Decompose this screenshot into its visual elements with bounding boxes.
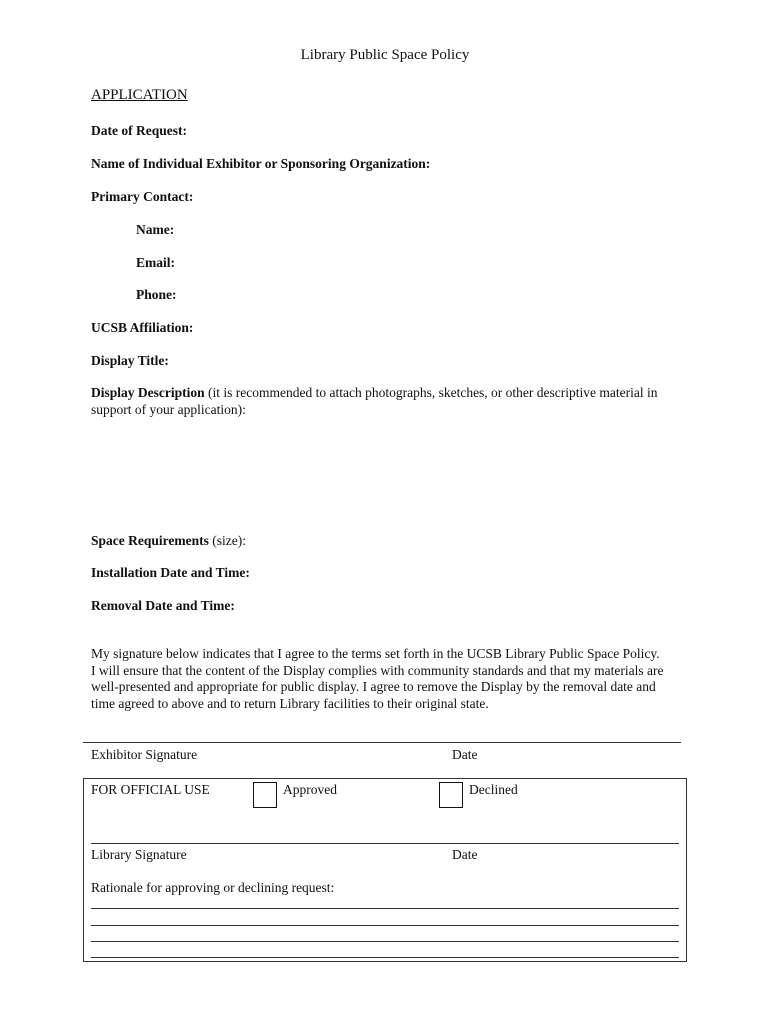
contact-email-label: Email: [136,255,175,270]
approved-label: Approved [283,782,337,797]
library-signature-line[interactable] [91,843,679,844]
agreement-line: time agreed to above and to return Library facilities to their original state. [91,695,489,711]
display-title-label: Display Title: [91,353,169,368]
display-description-note-cont: support of your application): [91,401,246,417]
rationale-line[interactable] [91,908,679,909]
contact-name-label: Name: [136,222,175,237]
library-date-label: Date [452,847,478,862]
exhibitor-signature-label: Exhibitor Signature [91,747,198,762]
document-title: Library Public Space Policy [300,47,470,63]
contact-phone-label: Phone: [136,287,177,302]
agreement-paragraph [91,646,691,712]
agreement-line: My signature below indicates that I agree to the terms set forth in the UCSB Library Public Space Policy. [91,646,660,661]
display-description-label: Display Description [91,385,205,400]
ucsb-affiliation-label: UCSB Affiliation: [91,320,194,335]
section-heading: APPLICATION [91,87,188,103]
exhibitor-date-label: Date [452,747,478,762]
agreement-line: well-presented and appropriate for public display. I agree to remove the Display by the removal date and [91,679,656,694]
space-requirements-label: Space Requirements [91,533,209,548]
display-description-note: (it is recommended to attach photographs, sketches, or other descriptive material in [204,385,658,400]
declined-label: Declined [469,782,518,797]
official-use-label: FOR OFFICIAL USE [91,782,210,797]
rationale-line[interactable] [91,957,679,958]
space-requirements-note: (size): [208,533,246,548]
removal-label: Removal Date and Time: [91,598,235,613]
primary-contact-label: Primary Contact: [91,189,194,204]
space-requirements-block [91,533,246,549]
official-use-box [83,778,687,962]
rationale-line[interactable] [91,925,679,926]
agreement-line: I will ensure that the content of the Display complies with community standards and that my materials are [91,662,664,678]
installation-label: Installation Date and Time: [91,565,250,580]
rationale-label: Rationale for approving or declining request: [91,880,335,895]
display-description-block [91,385,691,418]
rationale-line[interactable] [91,941,679,942]
exhibitor-name-label: Name of Individual Exhibitor or Sponsoring Organization: [91,156,431,171]
declined-checkbox[interactable] [439,782,463,808]
library-signature-label: Library Signature [91,847,187,862]
approved-checkbox[interactable] [253,782,277,808]
date-of-request-label: Date of Request: [91,123,187,138]
exhibitor-signature-line[interactable] [83,742,681,743]
